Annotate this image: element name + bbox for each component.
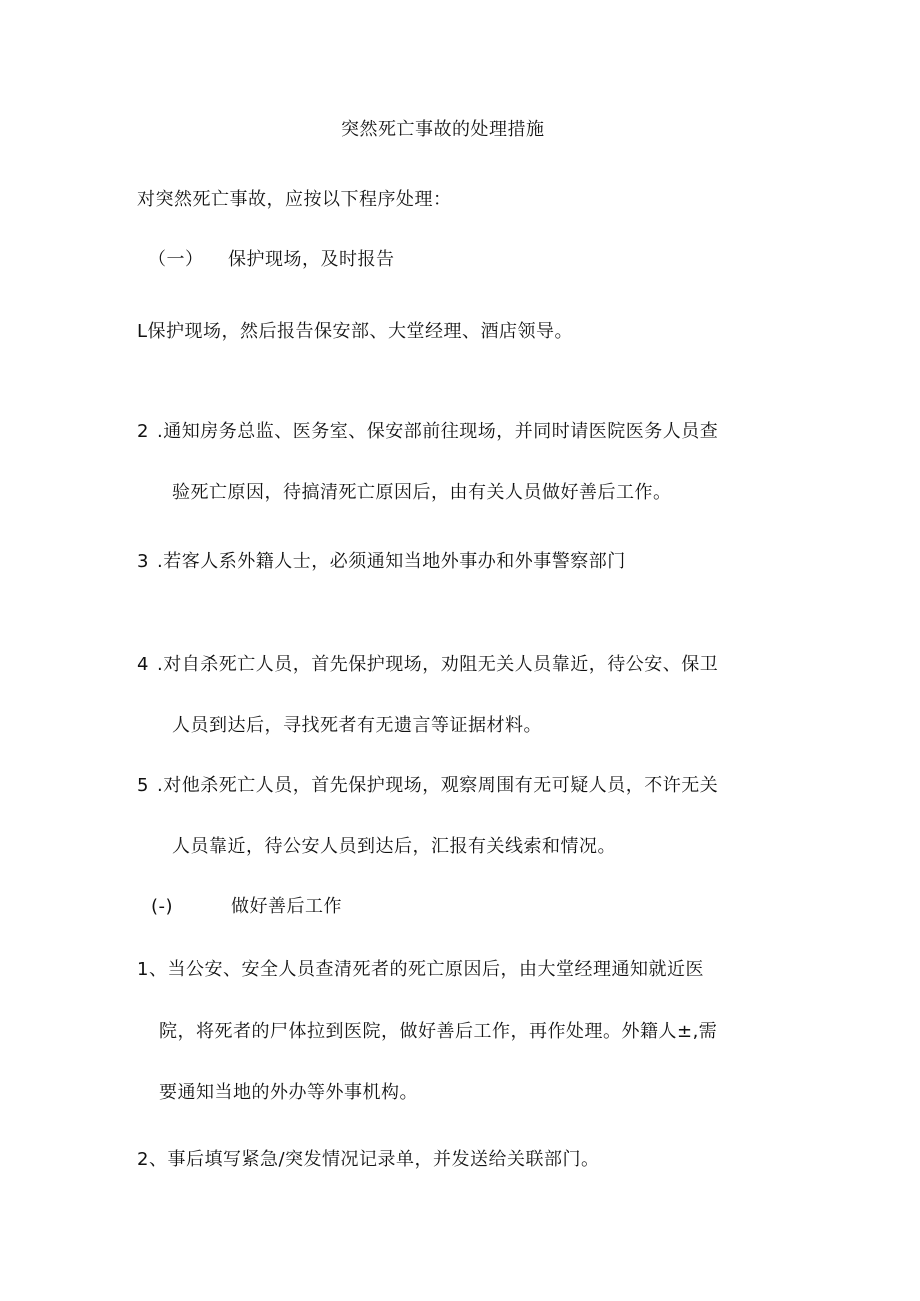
item-text-continued: 人员到达后，寻找死者有无遗言等证据材料。 [172,715,542,736]
item-text: .对自杀死亡人员，首先保护现场，劝阻无关人员靠近，待公安、保卫 [157,654,719,675]
item-number: 2 [137,1149,149,1170]
item-number: 5 [137,775,149,796]
item-text: 、事后填写紧急/突发情况记录单，并发送给关联部门。 [148,1149,600,1170]
section-2-heading [151,895,342,919]
section-1-title: 保护现场，及时报告 [228,249,395,270]
item-number: L [137,321,148,342]
section-2-title: 做好善后工作 [231,896,342,917]
item-text-continued: 要通知当地的外办等外事机构。 [159,1082,418,1103]
item-text-continued: 验死亡原因，待搞清死亡原因后，由有关人员做好善后工作。 [172,482,672,503]
item-text-continued: 院，将死者的尸体拉到医院，做好善后工作，再作处理。外籍人±,需 [159,1021,718,1042]
list-item [137,1148,600,1172]
item-number: 4 [137,654,149,675]
item-text: 保护现场，然后报告保安部、大堂经理、酒店领导。 [147,321,574,342]
document-title: 突然死亡事故的处理措施 [341,119,545,140]
list-item [137,550,626,574]
item-text: .若客人系外籍人士，必须通知当地外事办和外事警察部门 [157,551,626,572]
list-item [137,653,718,677]
list-item [137,958,704,982]
list-item [137,320,573,344]
item-text: .对他杀死亡人员，首先保护现场，观察周围有无可疑人员，不许无关 [157,775,719,796]
item-text-continued: 人员靠近，待公安人员到达后，汇报有关线索和情况。 [172,836,616,857]
item-number: 2 [137,421,149,442]
section-1-mark: （一） [148,249,204,270]
intro-paragraph: 对突然死亡事故，应按以下程序处理： [137,189,452,210]
section-2-mark: (-) [151,896,174,917]
item-number: 1 [137,959,149,980]
item-number: 3 [137,551,149,572]
item-text: .通知房务总监、医务室、保安部前往现场，并同时请医院医务人员查 [157,421,719,442]
item-text: 、当公安、安全人员查清死者的死亡原因后，由大堂经理通知就近医 [148,959,704,980]
list-item [137,420,718,444]
list-item [137,774,718,798]
section-1-heading [148,248,395,272]
